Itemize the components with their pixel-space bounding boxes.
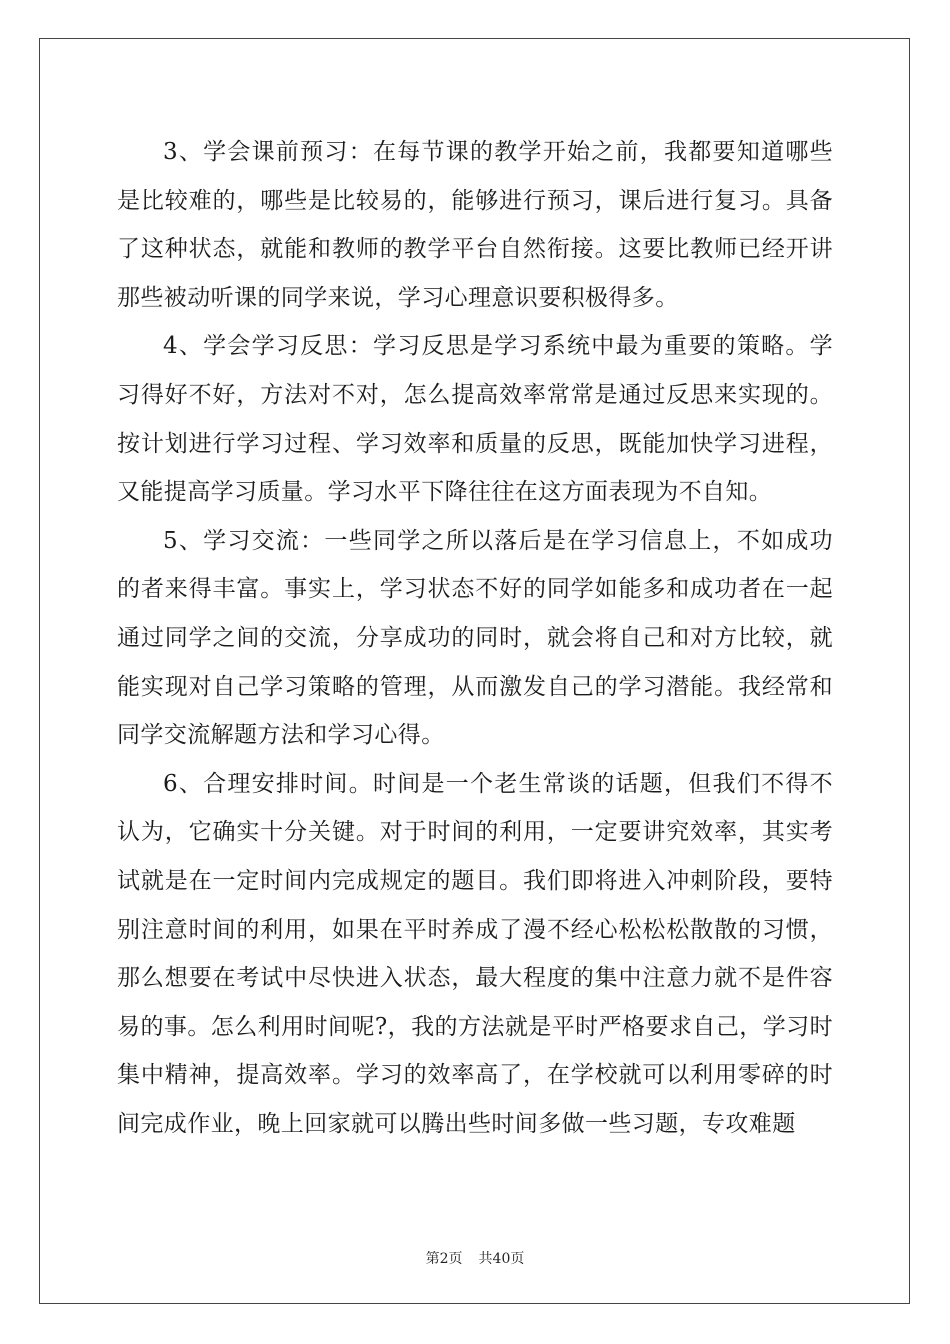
- page-footer: [0, 1248, 950, 1268]
- paragraph-6: 6、合理安排时间。时间是一个老生常谈的话题，但我们不得不认为，它确实十分关键。对于时间的利用，一定要讲究效率，其实考试就是在一定时间内完成规定的题目。我们即将进入冲刺阶段，要特别注意时间的利用，如果在平时养成了漫不经心松松松散散的习惯，那么想要在考试中尽快进入状态，最大程度的集中注意力就不是件容易的事。怎么利用时间呢?，我的方法就是平时严格要求自己，学习时集中精神，提高效率。学习的效率高了，在学校就可以利用零碎的时间完成作业，晚上回家就可以腾出些时间多做一些习题，专攻难题: [117, 770, 833, 1137]
- page-number: 第2页: [425, 1251, 463, 1267]
- paragraph-5: 5、学习交流：一些同学之所以落后是在学习信息上，不如成功的者来得丰富。事实上，学习状态不好的同学如能多和成功者在一起通过同学之间的交流，分享成功的同时，就会将自己和对方比较，就能实现对自己学习策略的管理，从而激发自己的学习潜能。我经常和同学交流解题方法和学习心得。: [117, 527, 833, 749]
- document-body: [117, 128, 833, 1148]
- paragraph-3: 3、学会课前预习：在每节课的教学开始之前，我都要知道哪些是比较难的，哪些是比较易的，能够进行预习，课后进行复习。具备了这种状态，就能和教师的教学平台自然衔接。这要比教师已经开讲那些被动听课的同学来说，学习心理意识要积极得多。: [117, 139, 833, 311]
- paragraph-4: 4、学会学习反思：学习反思是学习系统中最为重要的策略。学习得好不好，方法对不对，怎么提高效率常常是通过反思来实现的。按计划进行学习过程、学习效率和质量的反思，既能加快学习进程，又能提高学习质量。学习水平下降往往在这方面表现为不自知。: [117, 333, 833, 506]
- page-total: 共40页: [478, 1251, 525, 1267]
